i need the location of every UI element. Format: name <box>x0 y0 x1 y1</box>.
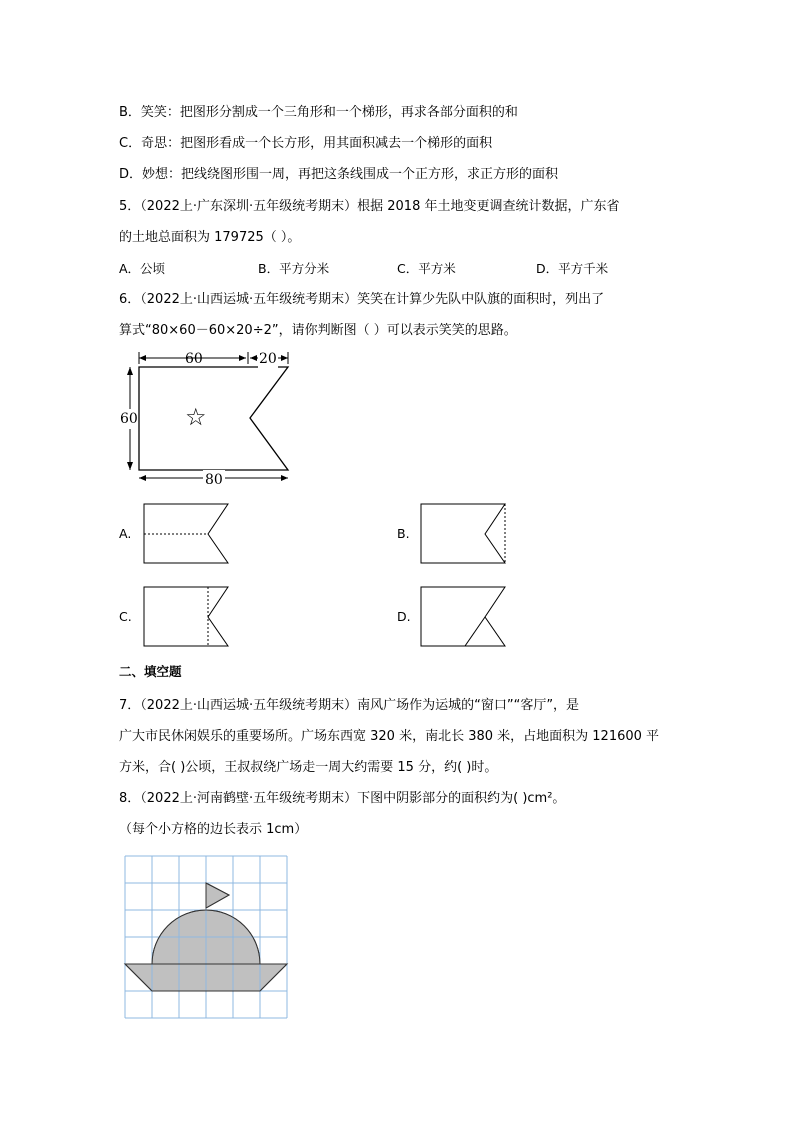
q4-option-b: B．笑笑：把图形分割成一个三角形和一个梯形，再求各部分面积的和 <box>119 105 518 120</box>
q7-stem-line3: 方米，合( )公顷，王叔叔绕广场走一周大约需要 15 分，约( )时。 <box>119 760 498 775</box>
q6-label-left: 60 <box>120 411 138 427</box>
q6-label-bottom: 80 <box>205 472 223 488</box>
q6-option-c-label: C. <box>119 609 132 624</box>
q5-option-a: A．公顷 <box>119 261 166 276</box>
q5-option-b: B．平方分米 <box>258 261 330 276</box>
q6-stem-line1: 6．（2022上·山西运城·五年级统考期末）笑笑在计算少先队中队旗的面积时，列出了 <box>119 292 605 307</box>
star-icon: ☆ <box>185 403 207 431</box>
q8-stem-line2: （每个小方格的边长表示 1cm） <box>119 822 308 837</box>
q5-option-d: D．平方千米 <box>536 261 609 276</box>
q5-stem-line1: 5．（2022上·广东深圳·五年级统考期末）根据 2018 年土地变更调查统计数据，广东省 <box>119 199 620 214</box>
q6-option-d-label: D. <box>397 609 411 624</box>
q5-stem-line2: 的土地总面积为 179725（ ）。 <box>119 230 301 245</box>
q7-stem-line2: 广大市民休闲娱乐的重要场所。广场东西宽 320 米，南北长 380 米，占地面积为 121600 平 <box>119 729 660 744</box>
q6-label-top-right: 20 <box>259 351 277 367</box>
q6-stem-line2: 算式“80×60－60×20÷2”，请你判断图（ ）可以表示笑笑的思路。 <box>119 323 517 338</box>
q5-option-c: C．平方米 <box>397 261 456 276</box>
q7-stem-line1: 7．（2022上·山西运城·五年级统考期末）南风广场作为运城的“窗口”“客厅”，是 <box>119 698 580 713</box>
q6-label-top-left: 60 <box>185 351 203 367</box>
q6-option-a-label: A. <box>119 526 132 541</box>
q4-option-d: D．妙想：把线绕图形围一周，再把这条线围成一个正方形，求正方形的面积 <box>119 167 559 182</box>
q6-option-b-label: B. <box>397 526 410 541</box>
q4-option-c: C．奇思：把图形看成一个长方形，用其面积减去一个梯形的面积 <box>119 136 493 151</box>
section-heading-fill-in: 二、填空题 <box>119 664 182 679</box>
q8-stem-line1: 8．（2022上·河南鹤壁·五年级统考期末）下图中阴影部分的面积约为( )cm²。 <box>119 791 566 806</box>
